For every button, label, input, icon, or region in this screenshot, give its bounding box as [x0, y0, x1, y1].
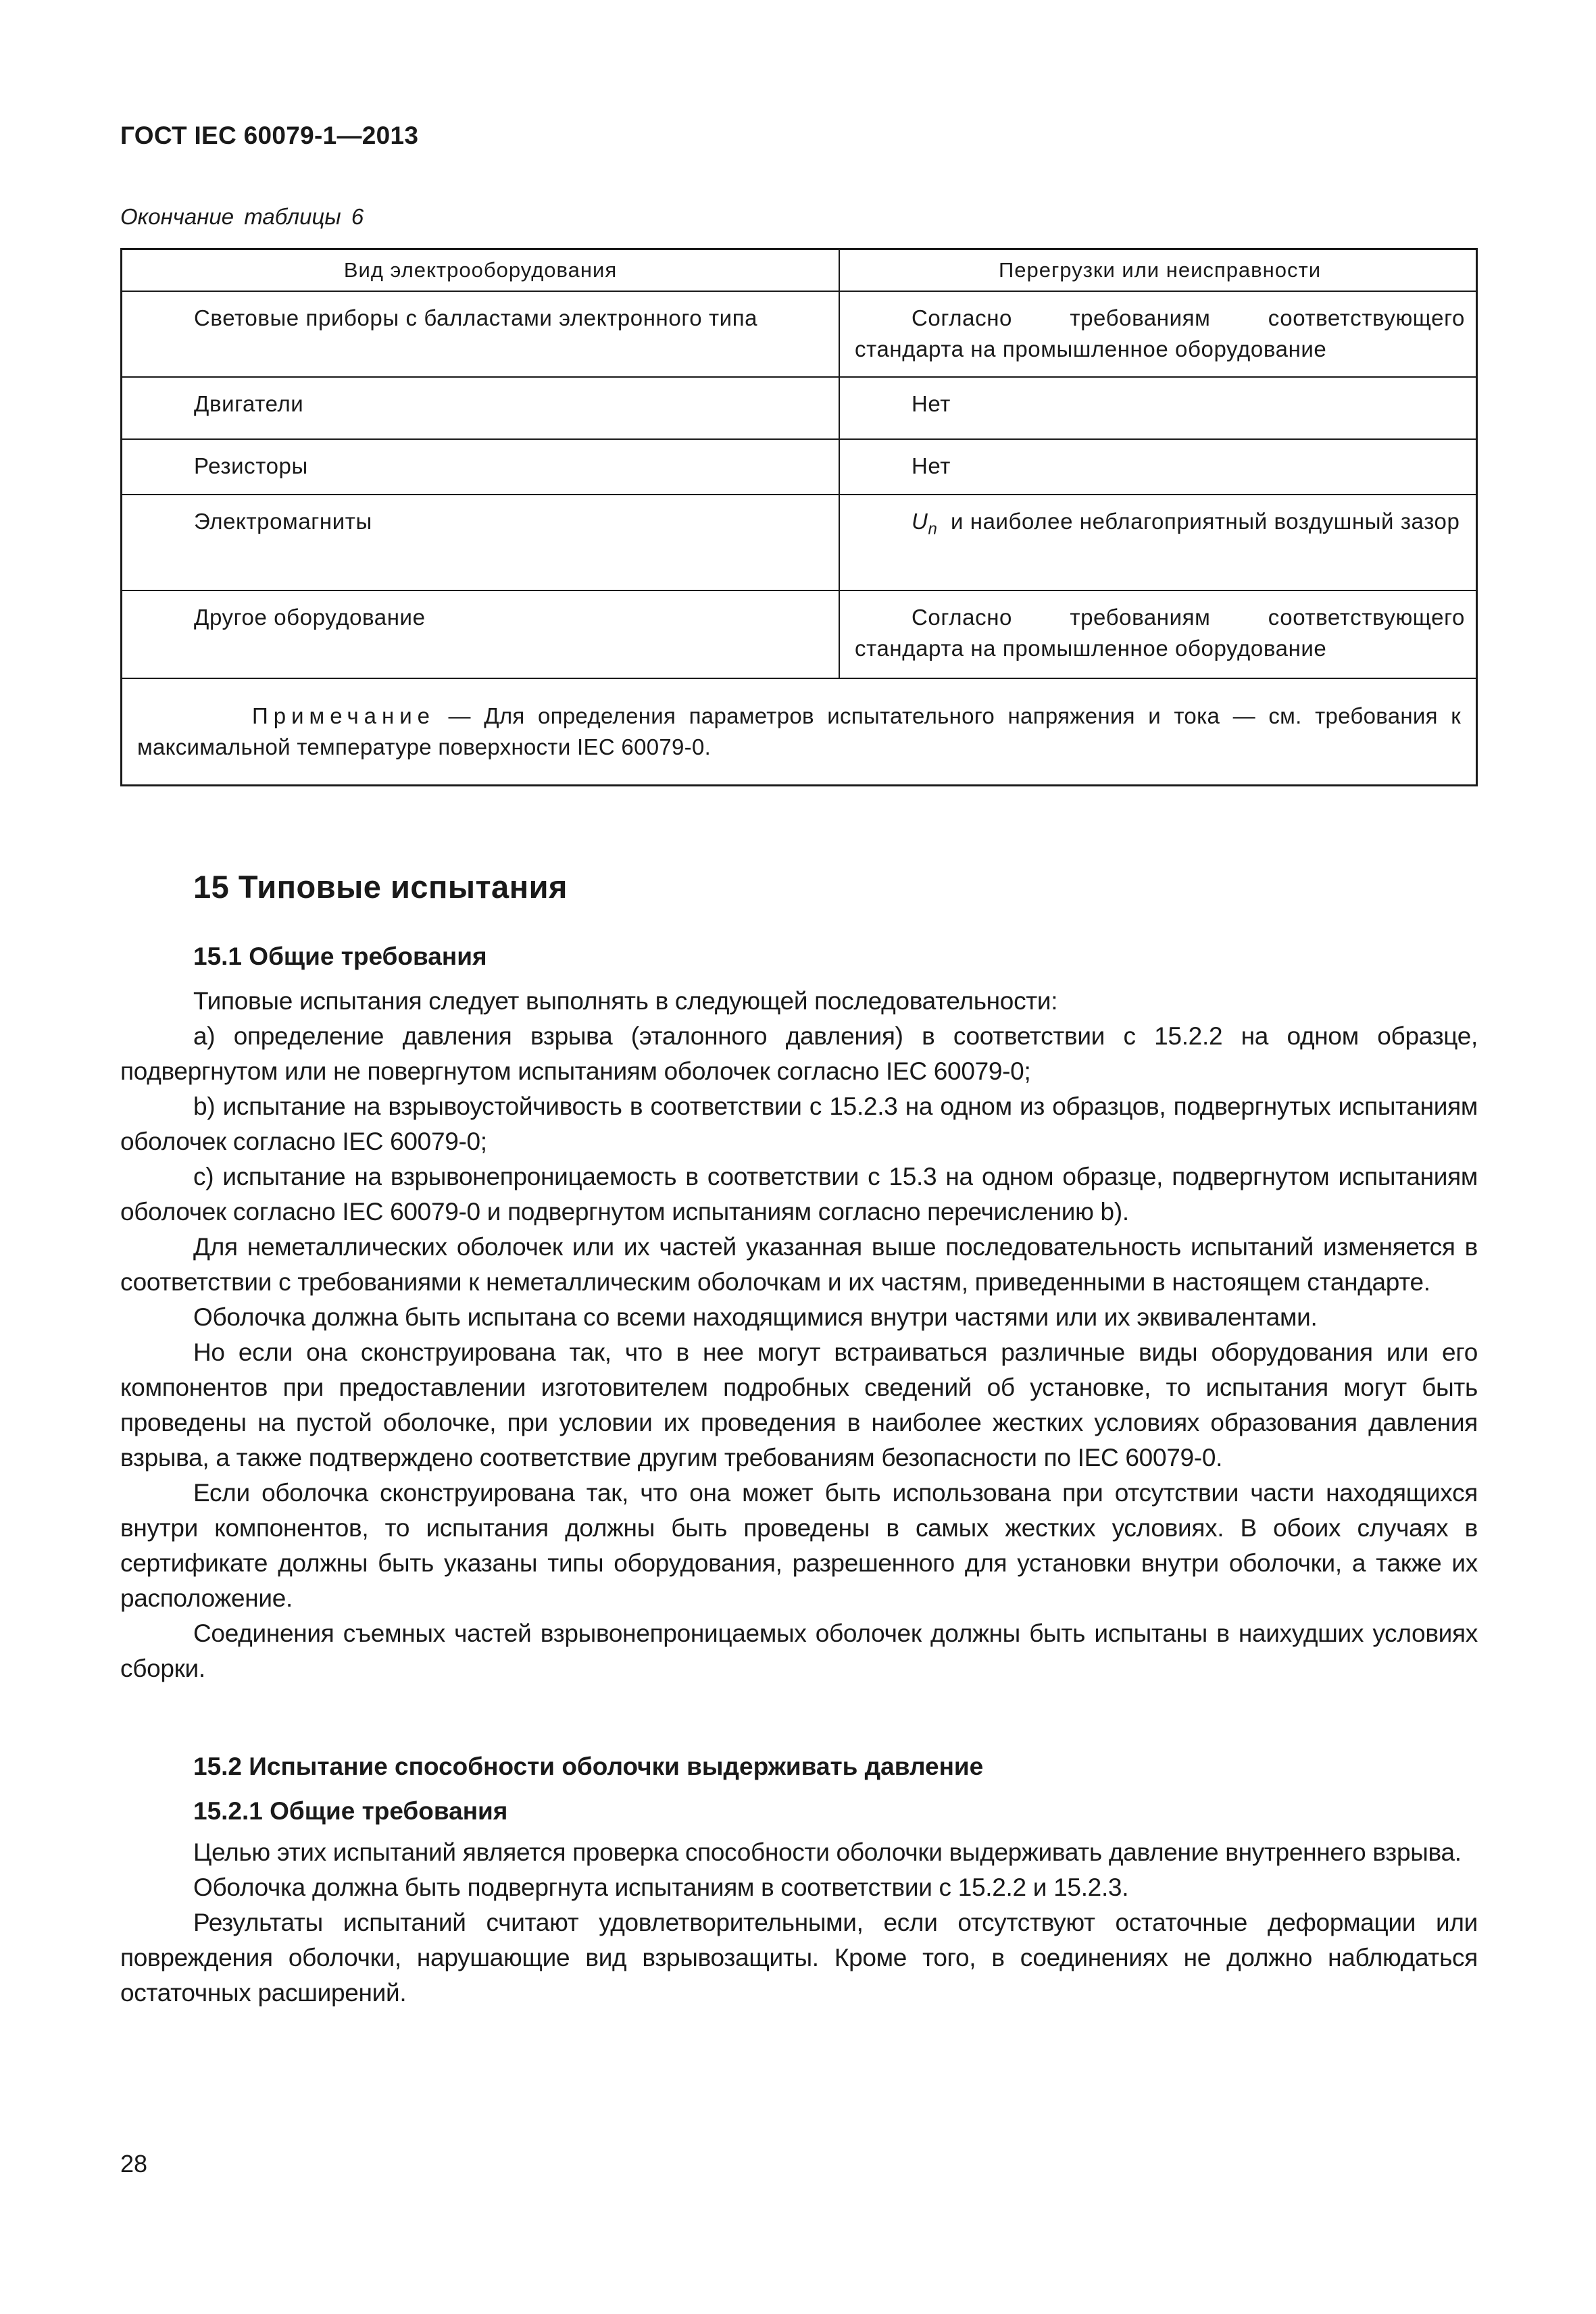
voltage-subscript: n	[928, 520, 938, 538]
table-row	[122, 438, 1476, 494]
section-title: 15 Типовые испытания	[193, 869, 568, 905]
cell-equipment: Световые приборы с балластами электронного типа	[194, 305, 758, 330]
paragraph: b) испытание на взрывоустойчивость в соответствии с 15.2.3 на одном из образцов, подвергнутых испытаниям оболочек согласно IEC 60079-0;	[120, 1092, 1478, 1155]
paragraph: Оболочка должна быть испытана со всеми находящимися внутри частями или их эквивалентами.	[193, 1303, 1318, 1331]
paragraph: Целью этих испытаний является проверка способности оболочки выдерживать давление внутреннего взрыва.	[193, 1838, 1462, 1866]
paragraph: Типовые испытания следует выполнять в следующей последовательности:	[193, 987, 1058, 1015]
table-row	[122, 494, 1476, 590]
cell-condition: Нет	[912, 453, 951, 478]
paragraph: a) определение давления взрыва (эталонного давления) в соответствии с 15.2.2 на одном образце, подвергнутом или не повергнутом испытаниям оболочек согласно IEC 60079-0;	[120, 1022, 1478, 1085]
condition-text: и наиболее неблагоприятный воздушный зазор	[950, 509, 1460, 534]
cell-condition	[855, 495, 1465, 545]
paragraph: Если оболочка сконструирована так, что она может быть использована при отсутствии части находящихся внутри компонентов, то испытания должны быть проведены в самых жестких условиях. В обоих случаях в сертификате должны быть указаны типы оборудования, разрешенного для установки внутри оболочки, а также их расположение.	[120, 1479, 1478, 1612]
cell-condition: Нет	[912, 391, 951, 416]
paragraph: Оболочка должна быть подвергнута испытаниям в соответствии с 15.2.2 и 15.2.3.	[193, 1873, 1129, 1901]
cell-equipment: Резисторы	[194, 453, 308, 478]
table-row	[122, 376, 1476, 438]
paragraph: c) испытание на взрывонепроницаемость в соответствии с 15.3 на одном образце, подвергнутом испытаниям оболочек согласно IEC 60079-0 и подвергнутом испытаниям согласно перечислению b).	[120, 1163, 1478, 1226]
cell-equipment: Другое оборудование	[194, 605, 426, 630]
column-header-condition: Перегрузки или неисправности	[998, 258, 1322, 282]
note-label: Примечание	[252, 703, 436, 728]
paragraph: Соединения съемных частей взрывонепроницаемых оболочек должны быть испытаны в наихудших условиях сборки.	[120, 1619, 1478, 1682]
body-text-15-1	[120, 984, 1478, 1686]
paragraph: Для неметаллических оболочек или их частей указанная выше последовательность испытаний изменяется в соответствии с требованиями к неметаллическим оболочкам и их частям, приведенными в настоящем стандарте.	[120, 1233, 1478, 1296]
table-note	[137, 679, 1461, 784]
table-note-row	[122, 678, 1476, 784]
column-header-equipment: Вид электрооборудования	[122, 250, 840, 291]
paragraph: Но если она сконструирована так, что в нее могут встраиваться различные виды оборудования или его компонентов при предоставлении изготовителем подробных сведений об установке, то испытания могут быть проведены на пустой оболочке, при условии их проведения в наиболее жестких условиях образования давления взрыва, а также подтверждено соответствие другим требованиям безопасности по IEC 60079-0.	[120, 1338, 1478, 1472]
note-text: — Для определения параметров испытательного напряжения и тока — см. требования к максимальной температуре поверхности IEC 60079-0.	[137, 703, 1462, 759]
table-header-row	[122, 250, 1476, 292]
body-text-15-2-1	[120, 1835, 1478, 2011]
table-row	[122, 292, 1476, 376]
table-caption: Окончание таблицы 6	[120, 204, 364, 229]
subsection-title-15-2-1: 15.2.1 Общие требования	[193, 1797, 508, 1825]
subsection-title-15-1: 15.1 Общие требования	[193, 942, 487, 970]
table-row	[122, 590, 1476, 678]
paragraph: Результаты испытаний считают удовлетворительными, если отсутствуют остаточные деформации или повреждения оболочки, нарушающие вид взрывозащиты. Кроме того, в соединениях не должно наблюдаться остаточных расширений.	[120, 1909, 1478, 2007]
document-header: ГОСТ IEC 60079-1—2013	[120, 122, 419, 149]
table-6	[120, 248, 1478, 786]
cell-equipment: Электромагниты	[194, 509, 372, 534]
page-number: 28	[120, 2150, 148, 2178]
cell-equipment: Двигатели	[194, 391, 304, 416]
subsection-title-15-2: 15.2 Испытание способности оболочки выдерживать давление	[193, 1753, 984, 1780]
cell-condition: Согласно требованиям соответствующего стандарта на промышленное оборудование	[855, 605, 1465, 661]
voltage-symbol: U	[912, 509, 928, 534]
cell-condition: Согласно требованиям соответствующего стандарта на промышленное оборудование	[855, 305, 1465, 361]
